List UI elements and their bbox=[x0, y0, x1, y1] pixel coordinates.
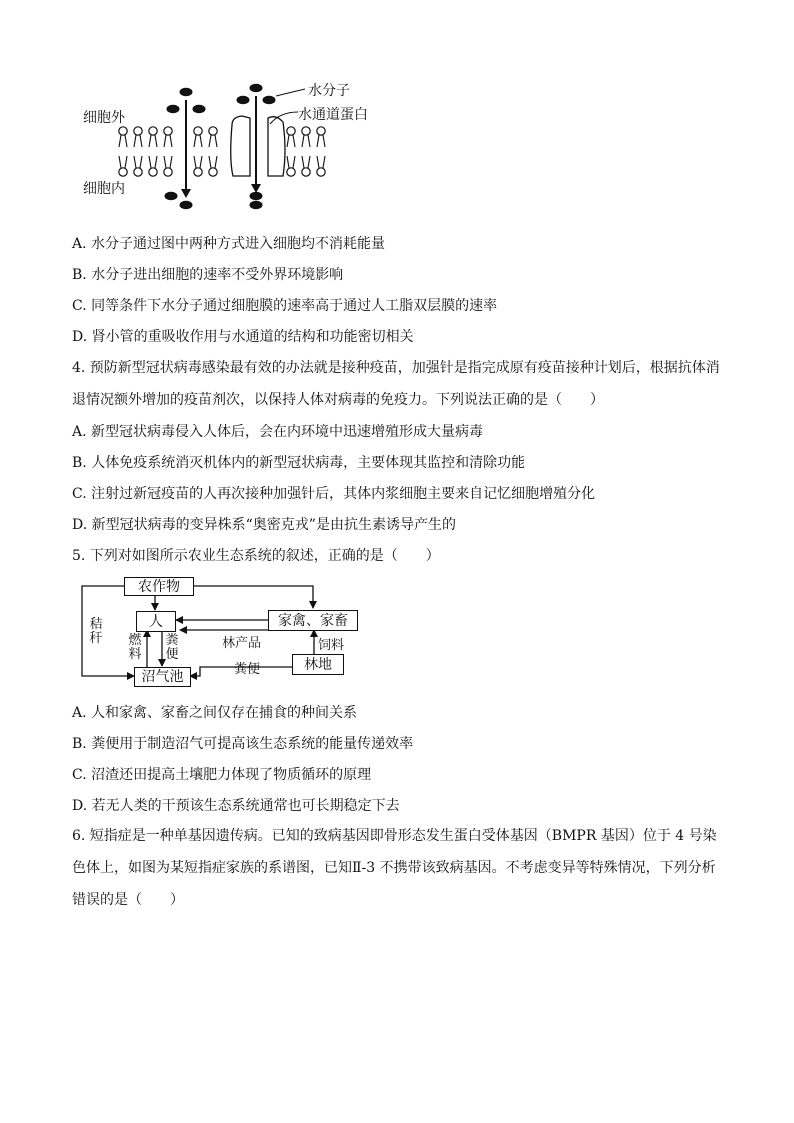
membrane-figure bbox=[0, 0, 794, 220]
label-aquaporin: 水通道蛋白 bbox=[298, 107, 368, 123]
q6-stem: 6. 短指症是一种单基因遗传病。已知的致病基因即骨形态发生蛋白受体基因（BMPR 基因）位于 4 号染色体上，如图为某短指症家族的系谱图，已知Ⅱ-3 不携带该致病基因。不考虑变异等特殊情况，下列分析错误的是（ ） bbox=[72, 828, 717, 908]
q4-option-a: A. 新型冠状病毒侵入人体后，会在内环境中迅速增殖形成大量病毒 bbox=[72, 424, 484, 440]
q3-option-a: A. 水分子通过图中两种方式进入细胞均不消耗能量 bbox=[72, 236, 386, 252]
node-human: 人 bbox=[136, 611, 176, 632]
node-biogas: 沼气池 bbox=[134, 667, 191, 687]
label-feed: 饲料 bbox=[318, 638, 345, 653]
q3-option-d: D. 肾小管的重吸收作用与水通道的结构和功能密切相关 bbox=[72, 329, 414, 345]
q4-option-b: B. 人体免疫系统消灭机体内的新型冠状病毒，主要体现其监控和清除功能 bbox=[72, 455, 526, 471]
q5-option-b: B. 粪便用于制造沼气可提高该生态系统的能量传递效率 bbox=[72, 736, 414, 752]
membrane-drawing bbox=[0, 0, 794, 220]
q3-option-c: C. 同等条件下水分子通过细胞膜的速率高于通过人工脂双层膜的速率 bbox=[72, 298, 498, 314]
label-forest-products: 林产品 bbox=[222, 636, 262, 651]
label-inside: 细胞内 bbox=[83, 181, 125, 197]
q4-option-d: D. 新型冠状病毒的变异株系“奥密克戎”是由抗生素诱导产生的 bbox=[72, 517, 456, 533]
label-straw: 秸秆 bbox=[89, 617, 103, 646]
ecosystem-arrows bbox=[0, 570, 794, 695]
q5-option-c: C. 沼渣还田提高土壤肥力体现了物质循环的原理 bbox=[72, 767, 372, 783]
q4-stem: 4. 预防新型冠状病毒感染最有效的办法就是接种疫苗，加强针是指完成原有疫苗接种计划后，根据抗体消退情况额外增加的疫苗剂次，以保持人体对病毒的免疫力。下列说法正确的是（ ） bbox=[72, 360, 720, 408]
node-forest: 林地 bbox=[292, 654, 344, 675]
label-feces-human: 粪便 bbox=[165, 633, 179, 662]
node-livestock: 家禽、家畜 bbox=[268, 610, 358, 631]
q3-option-b: B. 水分子进出细胞的速率不受外界环境影响 bbox=[72, 267, 344, 283]
label-feces-livestock: 粪便 bbox=[234, 662, 261, 677]
q4-option-c: C. 注射过新冠疫苗的人再次接种加强针后，其体内浆细胞主要来自记忆细胞增殖分化 bbox=[72, 486, 596, 502]
label-fuel: 燃料 bbox=[128, 633, 142, 662]
label-outside: 细胞外 bbox=[83, 110, 125, 126]
ecosystem-diagram bbox=[0, 570, 794, 695]
q5-option-d: D. 若无人类的干预该生态系统通常也可长期稳定下去 bbox=[72, 798, 400, 814]
q5-option-a: A. 人和家禽、家畜之间仅存在捕食的种间关系 bbox=[72, 705, 358, 721]
node-crops: 农作物 bbox=[124, 577, 194, 596]
label-water-molecule: 水分子 bbox=[308, 83, 350, 99]
q5-stem: 5. 下列对如图所示农业生态系统的叙述，正确的是（ ） bbox=[72, 548, 440, 564]
